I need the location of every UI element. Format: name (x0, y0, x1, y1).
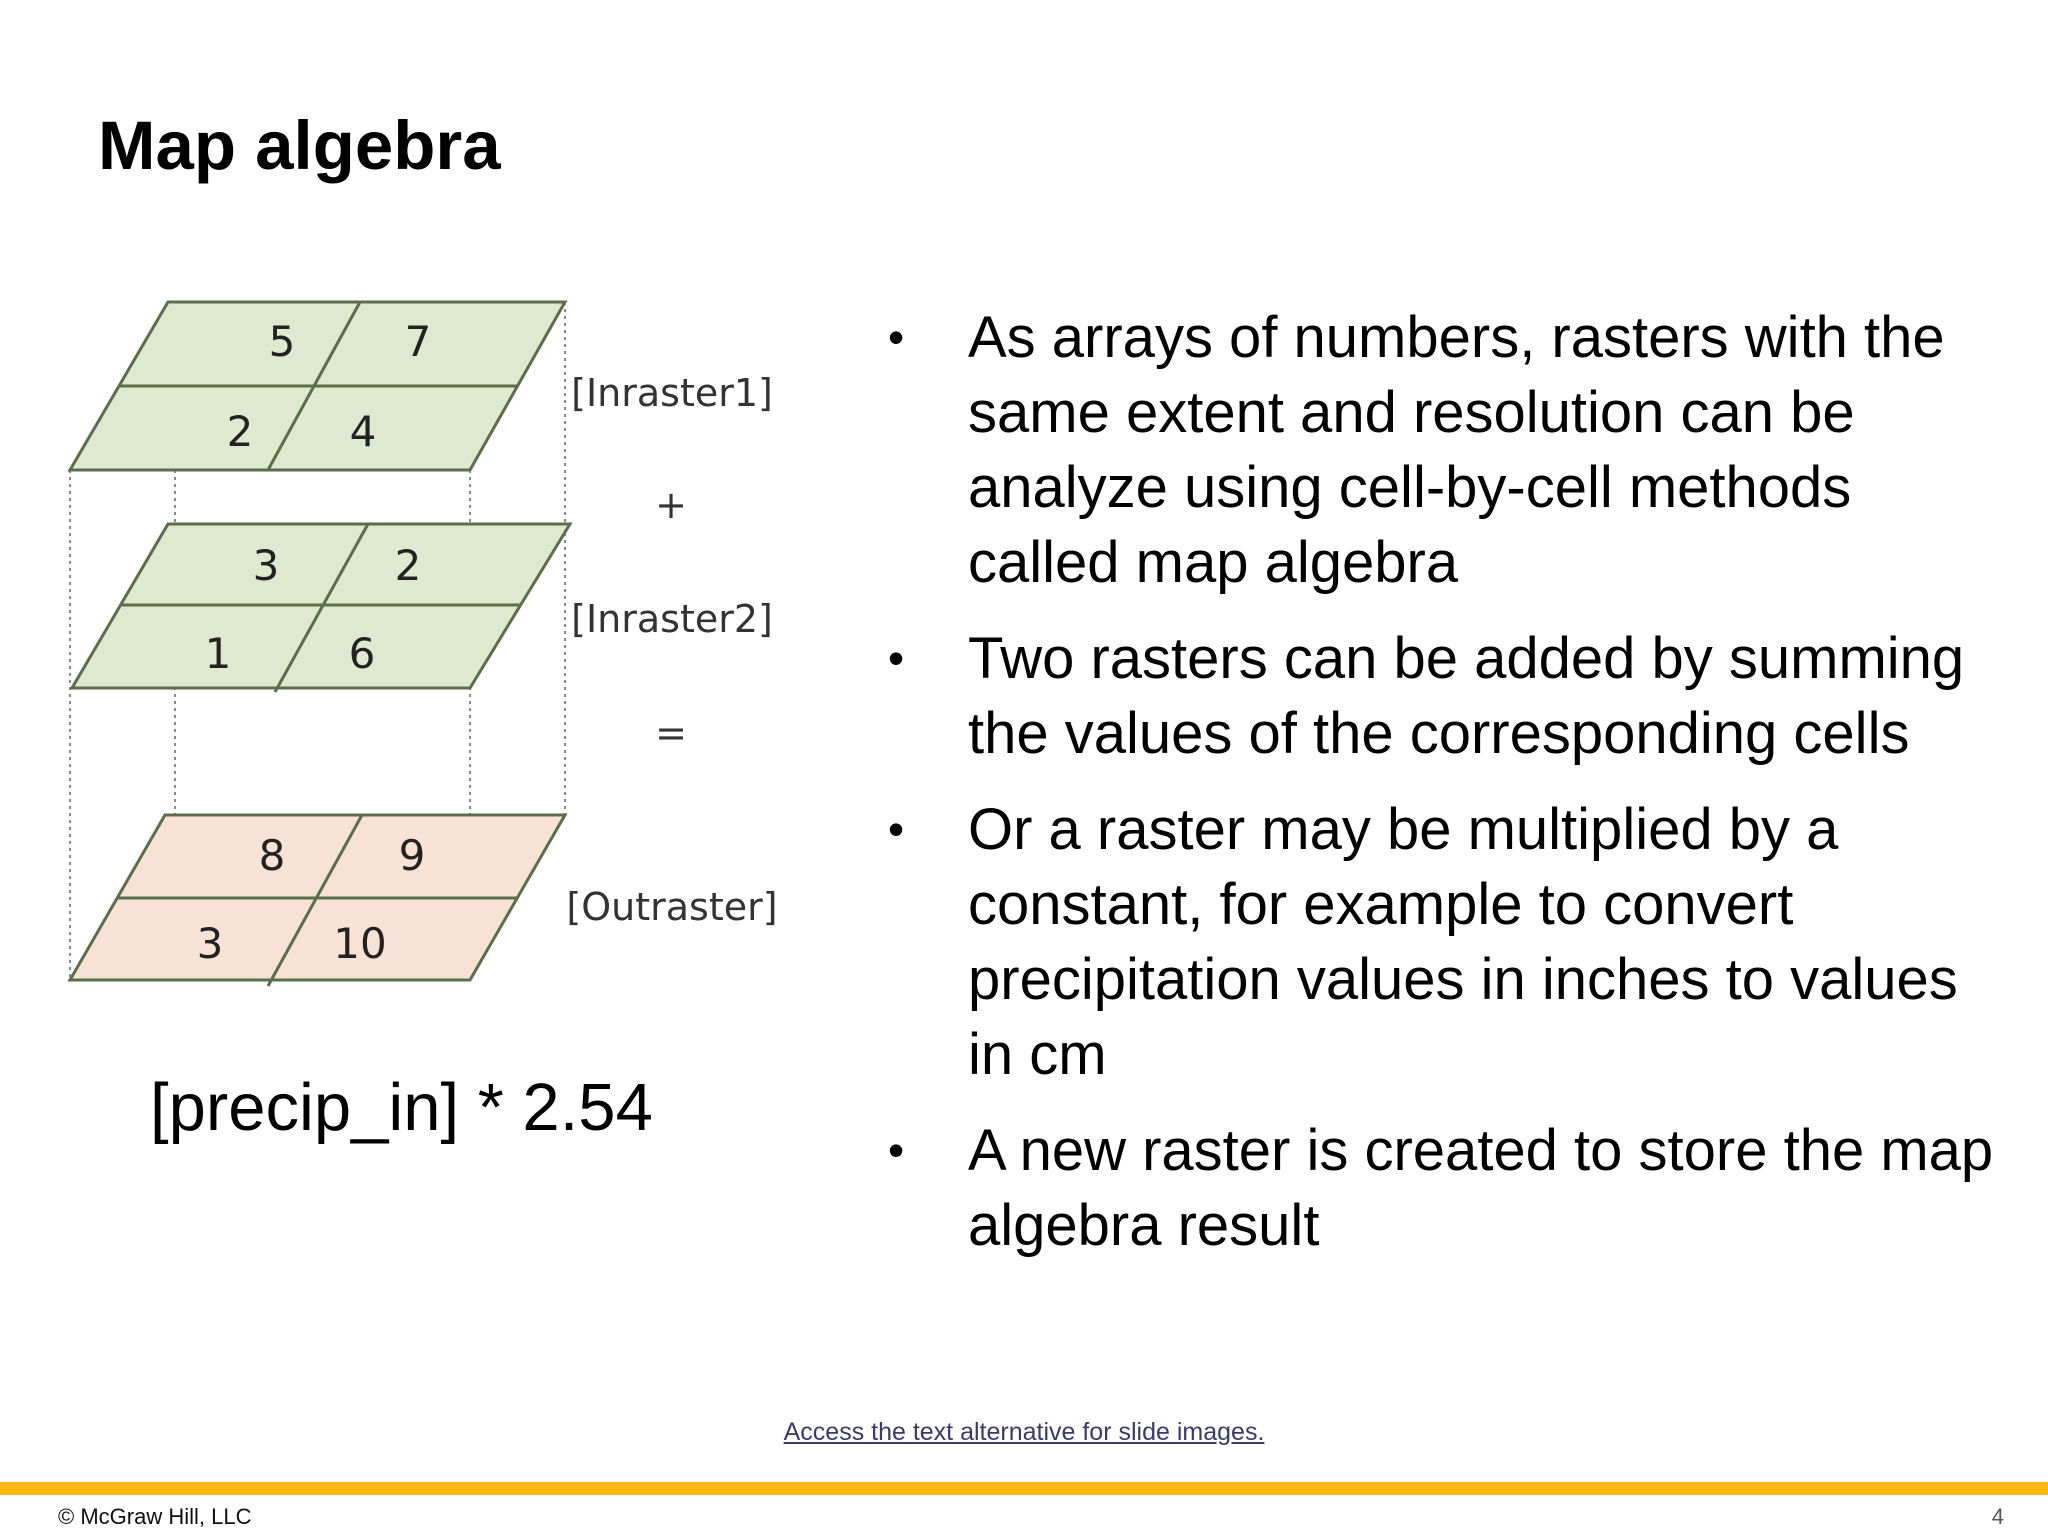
copyright-notice: © McGraw Hill, LLC (58, 1504, 252, 1529)
bullet-dot-icon: • (888, 632, 905, 684)
inraster1-cell-value: 5 (268, 317, 296, 366)
bullet-item (880, 792, 2000, 1092)
inraster1-cell-value: 4 (349, 407, 377, 456)
equals-operator: = (655, 711, 687, 755)
outraster-grid (70, 815, 565, 986)
inraster1-cell-value: 7 (404, 317, 432, 366)
outraster-cell-value: 8 (258, 831, 286, 880)
inraster1-grid (70, 302, 565, 470)
formula-example: [precip_in] * 2.54 (150, 1070, 653, 1145)
slide-title: Map algebra (98, 107, 501, 184)
outraster-cell-value: 9 (398, 831, 426, 880)
inraster2-cell-value: 1 (204, 629, 232, 678)
inraster2-cell-value: 6 (348, 629, 376, 678)
bullet-text: As arrays of numbers, rasters with the same extent and resolution can be analyze using cell-by-cell methods called map algebra (968, 305, 1945, 595)
bullet-text: Or a raster may be multiplied by a constant, for example to convert precipitation values in inches to values in cm (968, 797, 1958, 1087)
bullet-dot-icon: • (888, 803, 905, 855)
footer-accent-bar (0, 1482, 2048, 1495)
inraster2-cell-value: 2 (394, 541, 422, 590)
outraster-cell-value: 3 (196, 919, 224, 968)
inraster2-grid (72, 524, 570, 692)
inraster2-label: [Inraster2] (571, 597, 773, 641)
bullet-item (880, 300, 2000, 600)
bullet-dot-icon: • (888, 1124, 905, 1176)
bullet-list (880, 300, 2000, 1284)
text-alternative-link[interactable]: Access the text alternative for slide images. (783, 1418, 1265, 1446)
outraster-label: [Outraster] (566, 885, 778, 929)
inraster1-label: [Inraster1] (571, 371, 773, 415)
bullet-item (880, 1113, 2000, 1263)
inraster2-cell-value: 3 (252, 541, 280, 590)
plus-operator: + (655, 483, 687, 527)
inraster1-cell-value: 2 (226, 407, 254, 456)
bullet-text: Two rasters can be added by summing the values of the corresponding cells (968, 626, 1965, 766)
outraster-cell-value: 10 (333, 919, 387, 968)
bullet-item (880, 621, 2000, 771)
bullet-text: A new raster is created to store the map algebra result (968, 1118, 1994, 1258)
page-number: 4 (1991, 1504, 2004, 1529)
bullet-dot-icon: • (888, 311, 905, 363)
